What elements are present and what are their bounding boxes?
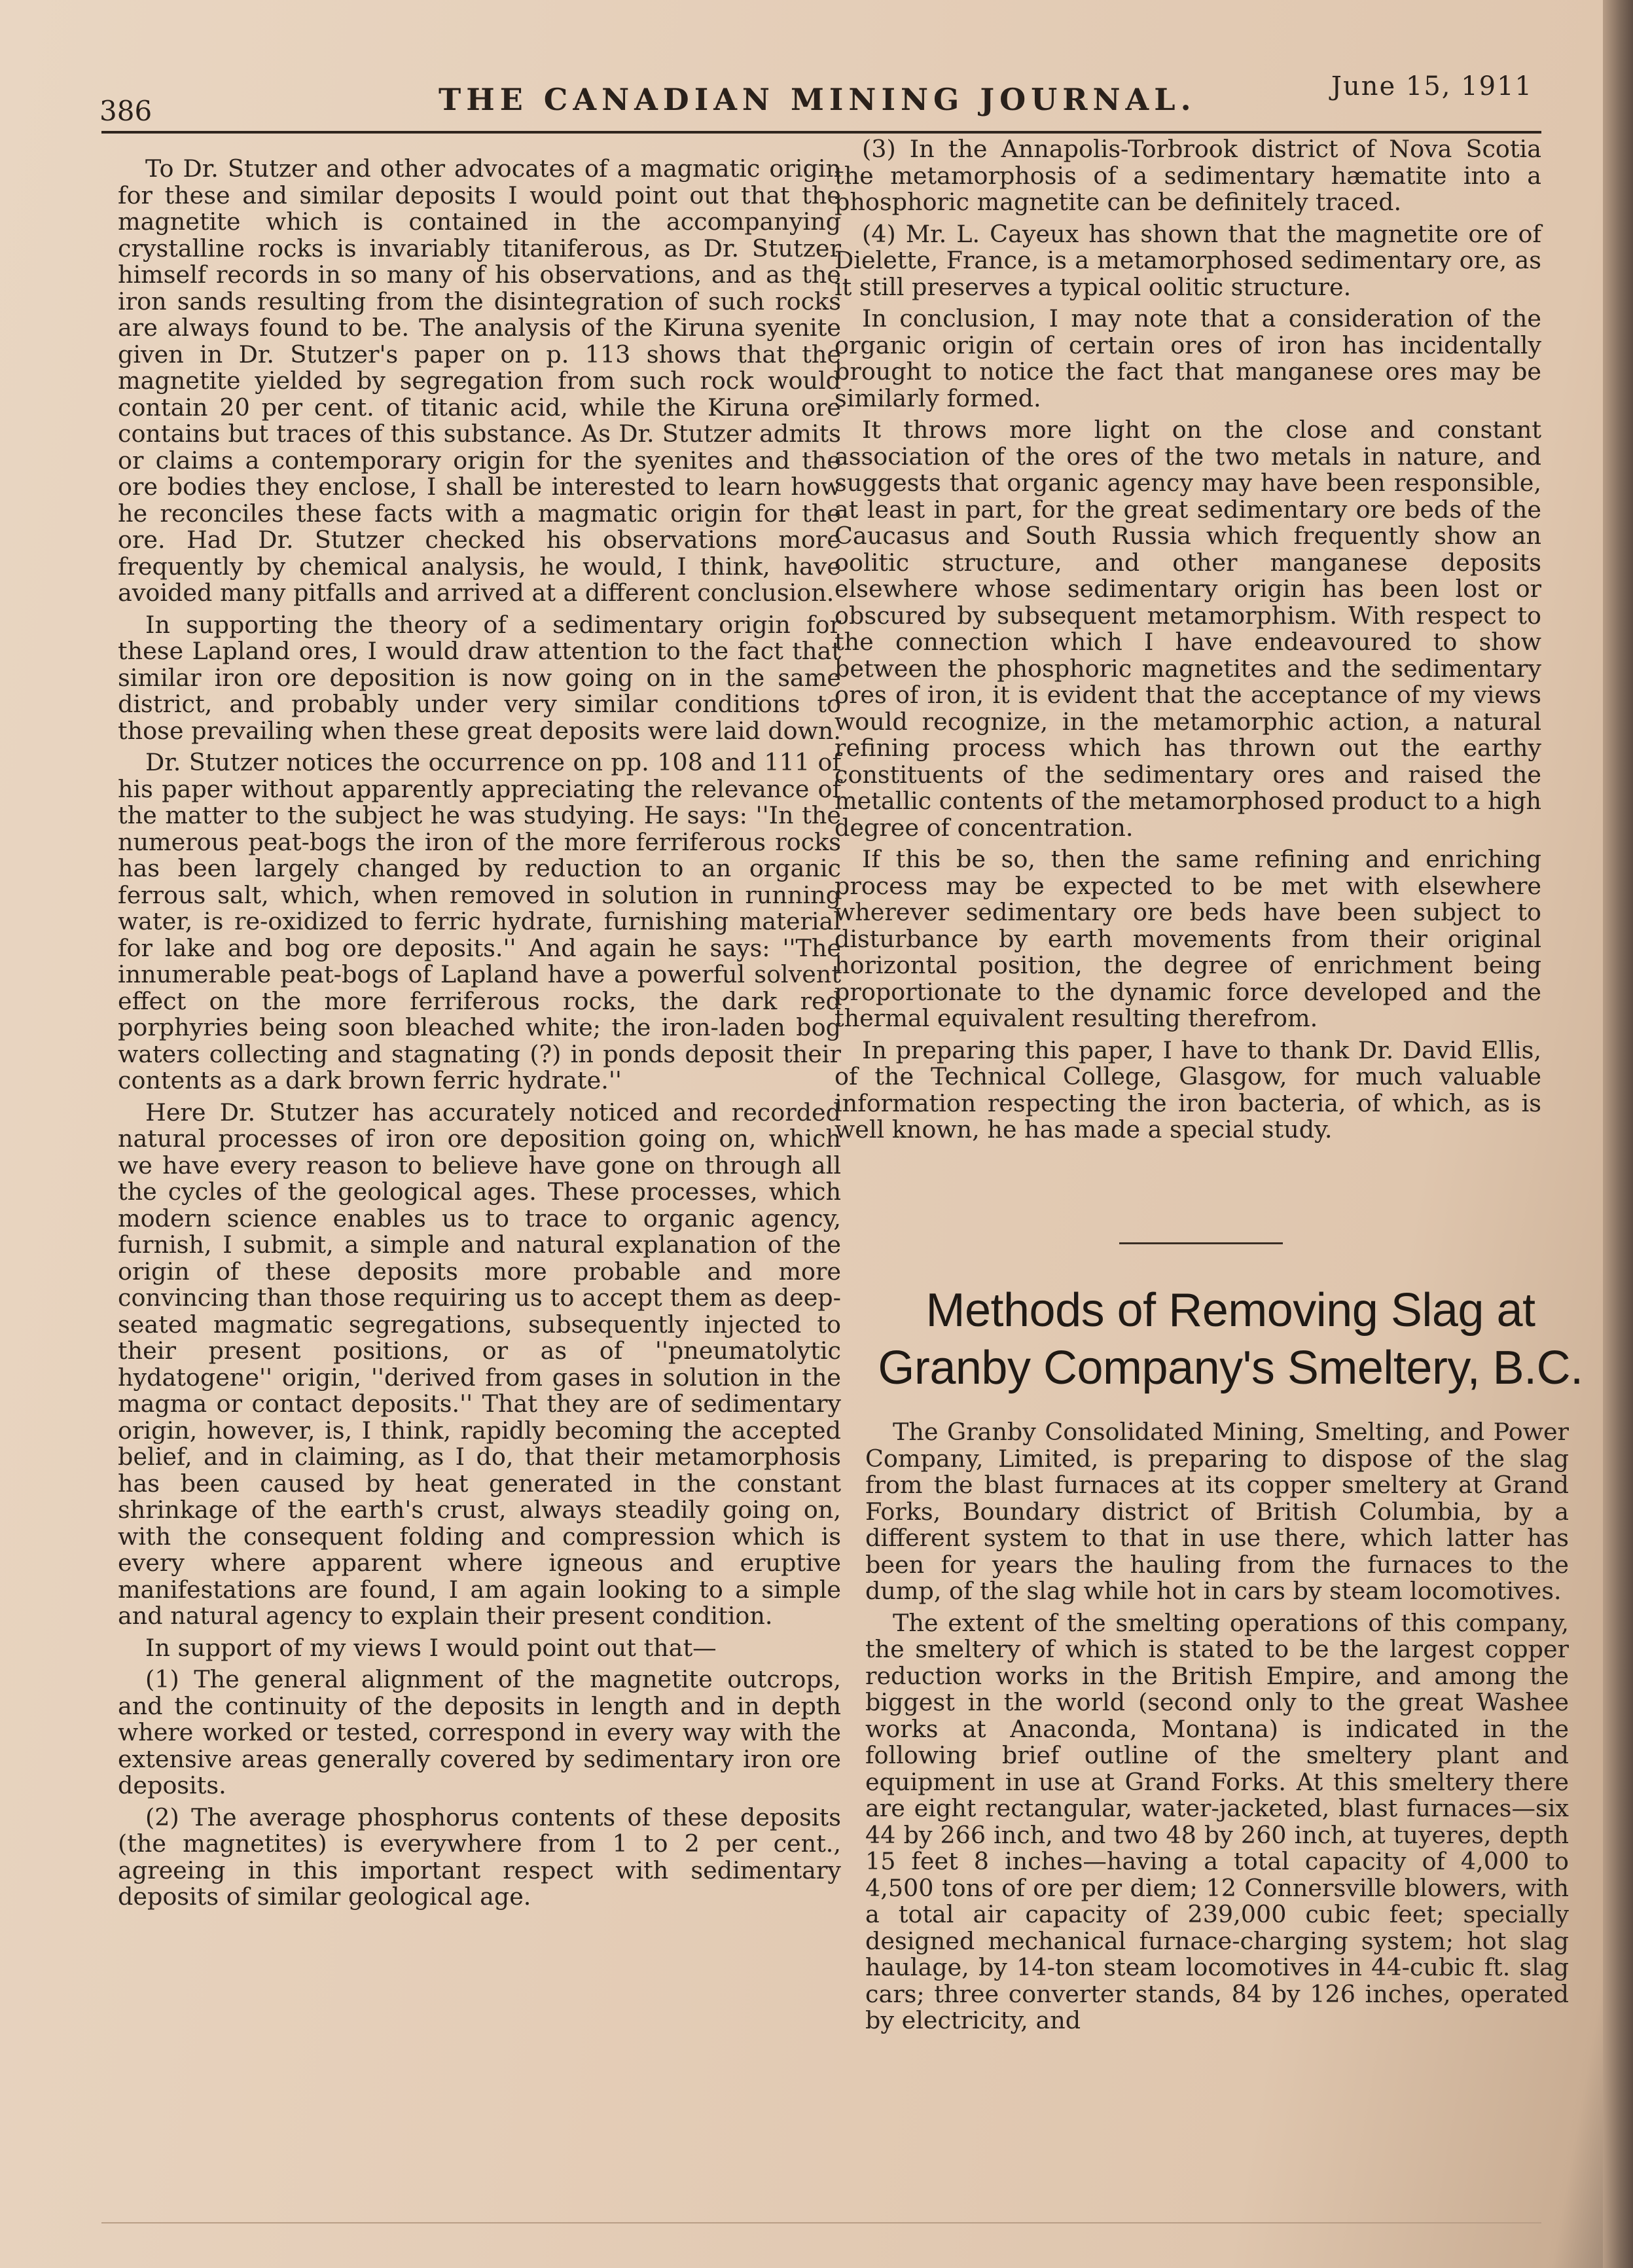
paragraph: Here Dr. Stutzer has accurately noticed and recorded natural processes of iron ore deposition going on, which we have every reason to believe have gone on through all the cycles of the geological ages. These processes, which modern science enables us to trace to organic agency, furnish, I submit, a simple and natural explanation of the origin of these deposits more probable and more convincing than those requiring us to accept them as deep-seated magmatic segregations, subsequently injected to their present positions, or as of ''pneumatolytic hydatogene'' origin, ''derived from gases in solution in the magma or contact deposits.'' That they are of sedimentary origin, however, is, I think, rapidly becoming the accepted belief, and in claiming, as I do, that their metamorphosis has been caused by heat generated in the constant shrinkage of the earth's crust, always steadily going on, with the consequent folding and compression which is every where apparent where igneous and eruptive manifestations are found, I am again looking to a simple and natural agency to explain their present condition. (118, 1098, 841, 1630)
paragraph: The extent of the smelting operations of this company, the smeltery of which is stated to be the largest copper reduction works in the British Empire, and among the biggest in the world (second only to the great Washee works at Anaconda, Montana) is indicated in the following brief outline of the smeltery plant and equipment in use at Grand Forks. At this smeltery there are eight rectangular, water-jacketed, blast furnaces—six 44 by 266 inch, and two 48 by 260 inch, at tuyeres, depth 15 feet 8 inches—having a total capacity of 4,000 to 4,500 tons of ore per diem; 12 Connersville blowers, with a total air capacity of 239,000 cubic feet; specially designed mechanical furnace-charging system; hot slag haulage, by 14-ton steam locomotives in 44-cubic ft. slag cars; three converter stands, 84 by 126 inches, operated by electricity, and (865, 1608, 1569, 2034)
header-rule (101, 131, 1541, 134)
paragraph: (3) In the Annapolis-Torbrook district of Nova Scotia the metamorphosis of a sedimentary hæmatite into a phosphoric magnetite can be definitely traced. (834, 135, 1541, 216)
paragraph: In support of my views I would point out that— (145, 1633, 717, 1662)
paragraph: In supporting the theory of a sedimentary origin for these Lapland ores, I would draw attention to the fact that similar iron ore deposition is now going on in the same district, and probably under very similar conditions to those prevailing when these great deposits were laid down. (118, 610, 841, 745)
paragraph: If this be so, then the same refining and enriching process may be expected to be met with elsewhere wherever sedimentary ore beds have been subject to disturbance by earth movements from their original horizontal position, the degree of enrichment being proportionate to the dynamic force developed and the thermal equivalent resulting therefrom. (834, 845, 1541, 1032)
book-spine-shadow (1603, 0, 1633, 2268)
paragraph: In conclusion, I may note that a consideration of the organic origin of certain ores of iron has incidentally brought to notice the fact that manganese ores may be similarly formed. (834, 304, 1541, 412)
paragraph: It throws more light on the close and constant association of the ores of the two metals in nature, and suggests that organic agency may have been responsible, at least in part, for the great sedimentary ore beds of the Caucasus and South Russia which frequently show an oolitic structure, and other manganese deposits elsewhere whose sedimentary origin has been lost or obscured by subsequent metamorphism. With respect to the connection which I have endeavoured to show between the phosphoric magnetites and the sedimentary ores of iron, it is evident that the acceptance of my views would recognize, in the metamorphic action, a natural refining process which has thrown out the earthy constituents of the sedimentary ores and raised the metallic contents of the metamorphosed product to a high degree of concentration. (834, 416, 1541, 842)
paragraph: The Granby Consolidated Mining, Smelting, and Power Company, Limited, is preparing to dispose of the slag from the blast furnaces at its copper smeltery at Grand Forks, Boundary district of British Columbia, by a different system to that in use there, which latter has been for years the hauling from the furnaces to the dump, of the slag while hot in cars by steam locomotives. (865, 1418, 1569, 1605)
left-column (118, 156, 841, 1916)
paragraph: (4) Mr. L. Cayeux has shown that the magnetite ore of Dielette, France, is a metamorphosed sedimentary ore, as it still preserves a typical oolitic structure. (834, 219, 1541, 301)
paragraph: In preparing this paper, I have to thank Dr. David Ellis, of the Technical College, Glasgow, for much valuable information respecting the iron bacteria, of which, as is well known, he has made a special study. (834, 1035, 1541, 1143)
section-divider (1119, 1242, 1283, 1244)
paragraph: (2) The average phosphorus contents of these deposits (the magnetites) is everywhere from 1 to 2 per cent., agreeing in this important respect with sedimentary deposits of similar geological age. (118, 1803, 841, 1911)
paragraph: Dr. Stutzer notices the occurrence on pp. 108 and 111 of his paper without apparently appreciating the relevance of the matter to the subject he was studying. He says: ''In the numerous peat-bogs the iron of the more ferriferous rocks has been largely changed by reduction to an organic ferrous salt, which, when removed in solution in running water, is re-oxidized to ferric hydrate, furnishing material for lake and bog ore deposits.'' And again he says: ''The innumerable peat-bogs of Lapland have a powerful solvent effect on the more ferriferous rocks, the dark red porphyries being soon bleached white; the iron-laden bog waters collecting and stagnating (?) in ponds deposit their contents as a dark brown ferric hydrate.'' (118, 748, 841, 1094)
journal-title: THE CANADIAN MINING JOURNAL. (439, 82, 1196, 117)
right-column (834, 136, 1541, 1149)
paragraph: To Dr. Stutzer and other advocates of a magmatic origin for these and similar deposits I would point out that the magnetite which is contained in the accompanying crystalline rocks is invariably titaniferous, as Dr. Stutzer himself records in so many of his observations, and as the iron sands resulting from the disintegration of such rocks are always found to be. The analysis of the Kiruna syenite given in Dr. Stutzer's paper on p. 113 shows that the magnetite yielded by segregation from such rock would contain 20 per cent. of titanic acid, while the Kiruna ore contains but traces of this substance. As Dr. Stutzer admits or claims a contemporary origin for the syenites and the ore bodies they enclose, I shall be interested to learn how he reconciles these facts with a magmatic origin for the ore. Had Dr. Stutzer checked his observations more frequently by chemical analysis, he would, I think, have avoided many pitfalls and arrived at a different conclusion. (118, 154, 841, 607)
paragraph: (1) The general alignment of the magnetite outcrops, and the continuity of the deposits in length and in depth where worked or tested, correspond in every way with the extensive areas generally covered by sedimentary iron ore deposits. (118, 1665, 841, 1799)
page-bottom-edge (101, 2222, 1541, 2223)
article-body (865, 1419, 1569, 2040)
issue-date: June 15, 1911 (1331, 71, 1533, 101)
article-title: Methods of Removing Slag at Granby Company's Smeltery, B.C. (878, 1284, 1583, 1394)
page-header (92, 62, 1538, 134)
page-number: 386 (99, 95, 153, 127)
